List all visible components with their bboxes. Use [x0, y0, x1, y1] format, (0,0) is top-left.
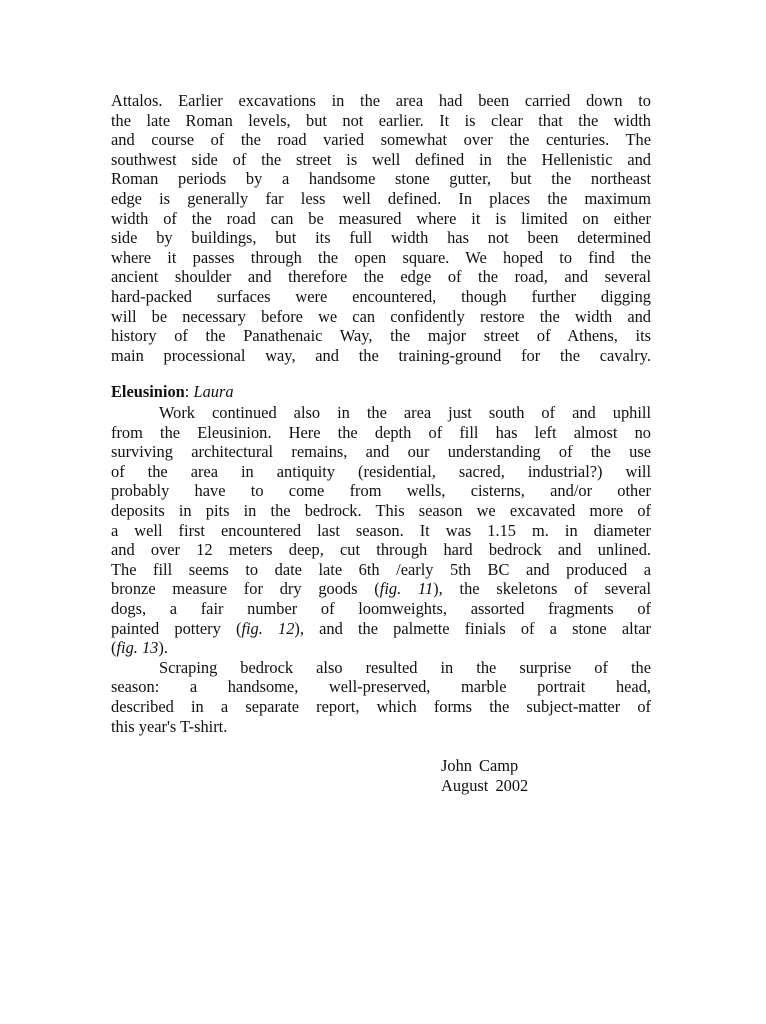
paragraph-line: deposits in pits in the bedrock. This season we excavated more of [111, 501, 651, 520]
paragraph-line: where it passes through the open square. We hoped to find the [111, 247, 651, 267]
paragraph-line: surviving architectural remains, and our understanding of the use [111, 442, 651, 462]
line-text: bronze measure for dry goods ( [111, 579, 380, 599]
section-subtitle: Laura [193, 382, 234, 401]
paragraph-line: width of the road can be measured where it is limited on either [111, 208, 651, 228]
paragraph-line: of the area in antiquity (residential, sacred, industrial?) will [111, 461, 651, 481]
section-heading [111, 382, 234, 402]
paragraph-line: Attalos. Earlier excavations in the area had been carried down to [111, 91, 651, 110]
paragraph-line: side by buildings, but its full width has not been determined [111, 228, 651, 248]
author-name: John Camp [441, 756, 519, 775]
figure-reference: fig. 13 [116, 638, 159, 658]
paragraph-line: season: a handsome, well-preserved, marble portrait head, [111, 677, 651, 697]
paragraph-line: a well first encountered last season. It was 1.15 m. in diameter [111, 520, 651, 540]
paragraph-line: southwest side of the street is well defined in the Hellenistic and [111, 149, 651, 169]
figure-reference: fig. 11 [379, 579, 434, 599]
paragraph-line: The fill seems to date late 6th /early 5th BC and produced a [111, 559, 651, 579]
paragraph-line [111, 619, 651, 639]
paragraph-line: this year's T-shirt. [111, 716, 228, 736]
line-text: painted pottery ( [111, 618, 242, 638]
figure-reference: fig. 12 [241, 618, 295, 638]
paragraph-line: Work continued also in the area just south of and uphill [159, 403, 651, 422]
paragraph-line: probably have to come from wells, cisterns, and/or other [111, 481, 651, 501]
paragraph-line: and over 12 meters deep, cut through hard bedrock and unlined. [111, 540, 651, 560]
paragraph-line: described in a separate report, which forms the subject-matter of [111, 697, 651, 716]
line-text: ). [158, 638, 168, 658]
paragraph-line: main processional way, and the training-ground for the cavalry. [111, 345, 651, 365]
paragraph-line: will be necessary before we can confidently restore the width and [111, 306, 651, 326]
paragraph-line [111, 638, 651, 658]
paragraph-line [111, 579, 651, 599]
paragraph-line: from the Eleusinion. Here the depth of fill has left almost no [111, 422, 651, 442]
paragraph-line: the late Roman levels, but not earlier. It is clear that the width [111, 110, 651, 130]
section-title: Eleusinion [111, 382, 185, 401]
paragraph-line: history of the Panathenaic Way, the major street of Athens, its [111, 326, 651, 346]
paragraph-line: edge is generally far less well defined. In places the maximum [111, 189, 651, 208]
section-separator: : [184, 382, 190, 401]
line-text: ), the skeletons of several [433, 579, 651, 599]
paragraph-line: hard-packed surfaces were encountered, though further digging [111, 287, 651, 306]
paragraph-line: and course of the road varied somewhat over the centuries. The [111, 130, 651, 150]
paragraph-line: Scraping bedrock also resulted in the surprise of the [159, 657, 651, 677]
line-text: ( [111, 638, 117, 658]
report-date: August 2002 [441, 775, 529, 795]
paragraph-line: dogs, a fair number of loomweights, assorted fragments of [111, 599, 651, 618]
paragraph-line: Roman periods by a handsome stone gutter, but the northeast [111, 169, 651, 189]
paragraph-line: ancient shoulder and therefore the edge of the road, and several [111, 267, 651, 287]
line-text: ), and the palmette finials of a stone altar [294, 618, 651, 638]
